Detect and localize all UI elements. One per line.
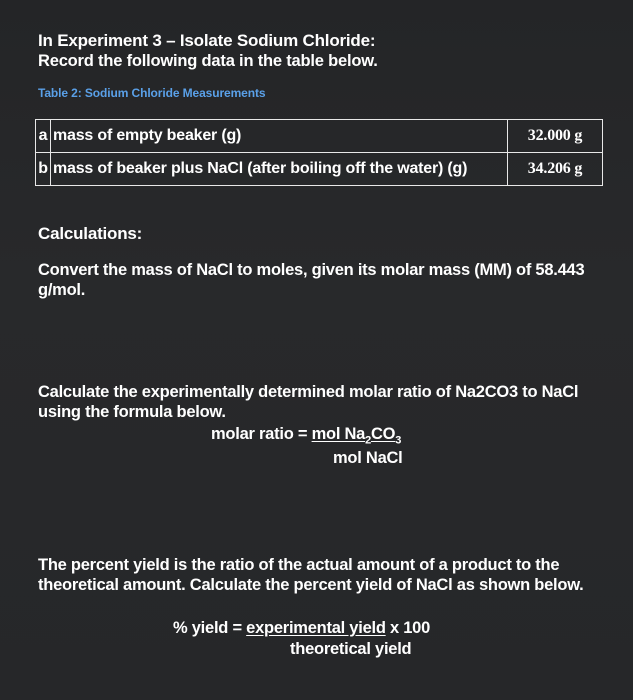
formula-numerator: mol $Na_2CO_3$ — [311, 425, 402, 447]
row-label: mass of beaker plus NaCl (after boiling off the water) (g) — [51, 153, 508, 186]
formula-denominator: theoretical yield — [290, 640, 412, 658]
percent-yield-instruction: The percent yield is the ratio of the actual amount of a product to the theoretical amount. Calculate the percent yield of NaCl as shown below. — [38, 556, 584, 594]
formula-lhs: molar ratio = — [211, 425, 312, 443]
molar-ratio-formula — [211, 425, 401, 446]
molar-ratio-instruction: Calculate the experimentally determined molar ratio of Na2CO3 to NaCl using the formula below. — [38, 383, 579, 421]
calculations-heading: Calculations: — [38, 224, 143, 243]
percent-yield-formula — [173, 619, 430, 638]
formula-multiplier: x 100 — [385, 619, 431, 637]
row-letter: b — [36, 153, 51, 186]
instruction-text: Record the following data in the table below. — [38, 52, 378, 70]
measurements-table — [35, 119, 603, 186]
formula-lhs: % yield = — [173, 619, 247, 637]
row-label: mass of empty beaker (g) — [51, 120, 508, 153]
formula-denominator: mol NaCl — [333, 449, 403, 467]
moles-instruction: Convert the mass of NaCl to moles, given its molar mass (MM) of 58.443 g/mol. — [38, 261, 585, 299]
row-value[interactable]: 32.000 g — [508, 120, 603, 153]
row-letter: a — [36, 120, 51, 153]
table-row — [36, 120, 603, 153]
table-caption: Table 2: Sodium Chloride Measurements — [38, 86, 266, 100]
row-value[interactable]: 34.206 g — [508, 153, 603, 186]
experiment-heading: In Experiment 3 – Isolate Sodium Chloride: — [38, 31, 376, 50]
formula-numerator: experimental yield — [246, 619, 386, 637]
table-row — [36, 153, 603, 186]
